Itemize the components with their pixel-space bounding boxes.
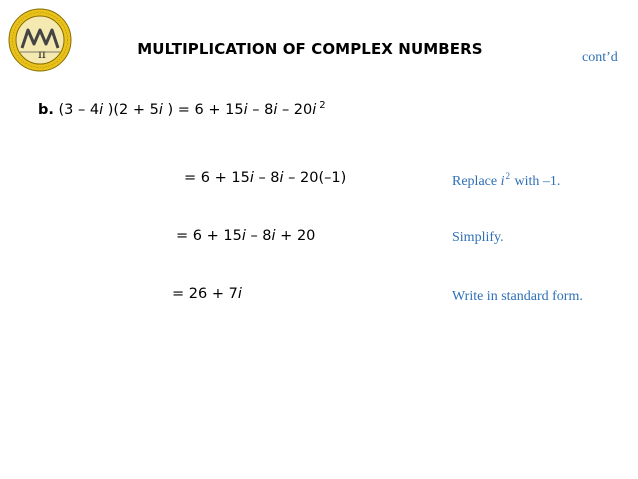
equation-line-1: b. (3 – 4i )(2 + 5i ) = 6 + 15i – 8i – 20i $^2$	[38, 100, 326, 118]
page-title: MULTIPLICATION OF COMPLEX NUMBERS	[137, 40, 483, 58]
note-simplify: Simplify.	[452, 230, 504, 245]
equation-line-2: = 6 + 15i – 8i – 20(–1)	[184, 170, 347, 186]
equation-line-3: = 6 + 15i – 8i + 20	[176, 228, 316, 244]
equation-line-4: = 26 + 7i	[172, 286, 242, 302]
svg-text:π: π	[38, 47, 46, 61]
continued-label: cont’d	[582, 50, 618, 65]
example-label: b.	[38, 102, 54, 118]
seal-logo-icon	[8, 8, 72, 72]
note-standard-form: Write in standard form.	[452, 289, 583, 304]
note-replace: Replace $i^2$ with –1.	[452, 171, 561, 189]
